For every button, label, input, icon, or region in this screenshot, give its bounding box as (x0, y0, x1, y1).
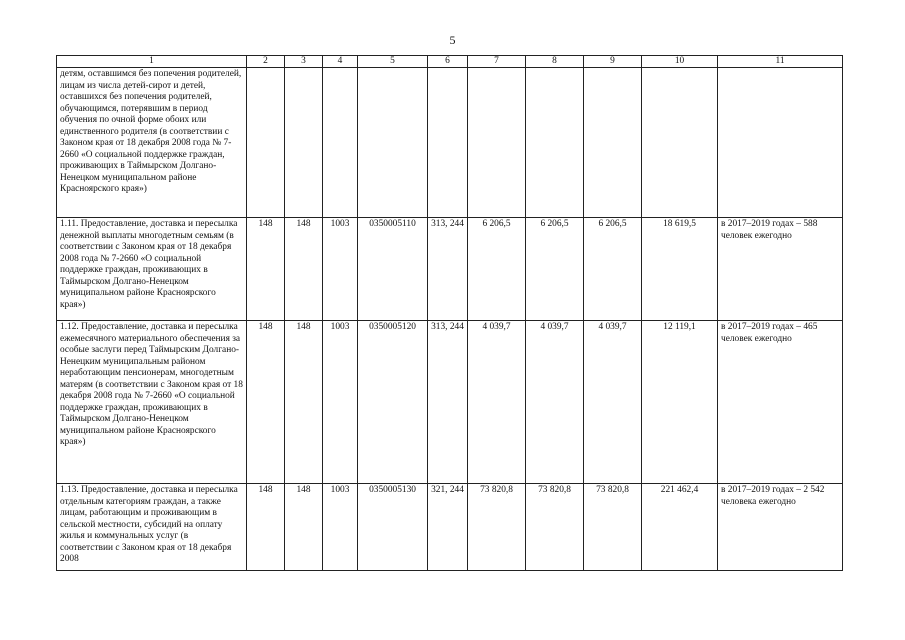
cell-c5: 0350005110 (358, 218, 428, 321)
cell-c6: 321, 244 (428, 484, 468, 571)
table-row (57, 218, 843, 321)
cell-c5: 0350005120 (358, 321, 428, 484)
cell-c4 (323, 68, 358, 218)
cell-c8: 6 206,5 (526, 218, 584, 321)
cell-c3: 148 (285, 484, 323, 571)
cell-c7: 6 206,5 (468, 218, 526, 321)
cell-c11: в 2017–2019 годах – 588 человек ежегодно (718, 218, 843, 321)
cell-c2: 148 (247, 321, 285, 484)
cell-c4: 1003 (323, 321, 358, 484)
cell-c5: 0350005130 (358, 484, 428, 571)
cell-c3 (285, 68, 323, 218)
cell-c2 (247, 68, 285, 218)
cell-c5 (358, 68, 428, 218)
cell-c4: 1003 (323, 218, 358, 321)
column-header: 10 (642, 56, 718, 68)
budget-table (56, 55, 843, 571)
cell-c10: 221 462,4 (642, 484, 718, 571)
column-header: 8 (526, 56, 584, 68)
cell-c10: 12 119,1 (642, 321, 718, 484)
column-header: 9 (584, 56, 642, 68)
row-name: 1.12. Предоставление, доставка и пересылка ежемесячного материального обеспечения за особые заслуги перед Таймырским Долгано-Ненецким муниципальным районом неработающим пенсионерам, многодетным матерям (в соответствии с Законом края от 18 декабря 2008 года № 7-2660 «О социальной поддержке граждан, проживающих в Таймырском Долгано-Ненецком муниципальном районе Красноярского края») (57, 321, 247, 484)
cell-c7 (468, 68, 526, 218)
table-row (57, 321, 843, 484)
cell-c9: 4 039,7 (584, 321, 642, 484)
column-header: 4 (323, 56, 358, 68)
column-header: 7 (468, 56, 526, 68)
cell-c8: 73 820,8 (526, 484, 584, 571)
column-header: 2 (247, 56, 285, 68)
table-row (57, 68, 843, 218)
cell-c3: 148 (285, 321, 323, 484)
cell-c2: 148 (247, 218, 285, 321)
row-name: 1.11. Предоставление, доставка и пересылка денежной выплаты многодетным семьям (в соответствии с Законом края от 18 декабря 2008 года № 7-2660 «О социальной поддержке граждан, проживающих в Таймырском Долгано-Ненецком муниципальном районе Красноярского края») (57, 218, 247, 321)
page-number: 5 (449, 33, 456, 47)
header-row (57, 56, 843, 68)
cell-c8 (526, 68, 584, 218)
cell-c9: 6 206,5 (584, 218, 642, 321)
column-header: 3 (285, 56, 323, 68)
cell-c8: 4 039,7 (526, 321, 584, 484)
cell-c6: 313, 244 (428, 321, 468, 484)
cell-c11: в 2017–2019 годах – 2 542 человека ежегодно (718, 484, 843, 571)
cell-c10 (642, 68, 718, 218)
column-header: 6 (428, 56, 468, 68)
cell-c10: 18 619,5 (642, 218, 718, 321)
cell-c11 (718, 68, 843, 218)
cell-c9 (584, 68, 642, 218)
column-header: 1 (57, 56, 247, 68)
column-header: 11 (718, 56, 843, 68)
cell-c3: 148 (285, 218, 323, 321)
cell-c9: 73 820,8 (584, 484, 642, 571)
row-name: 1.13. Предоставление, доставка и пересылка отдельным категориям граждан, а также лицам, работающим и проживающим в сельской местности, субсидий на оплату жилья и коммунальных услуг (в соответствии с Законом края от 18 декабря 2008 (57, 484, 247, 571)
table-row (57, 484, 843, 571)
cell-c7: 73 820,8 (468, 484, 526, 571)
row-name: детям, оставшимся без попечения родителей, лицам из числа детей-сирот и детей, оставшихся без попечения родителей, обучающимся, потерявшим в период обучения по очной форме обоих или единственного родителя (в соответствии с Законом края от 18 декабря 2008 года № 7-2660 «О социальной поддержке граждан, проживающих в Таймырском Долгано-Ненецком муниципальном районе Красноярского края») (57, 68, 247, 218)
cell-c6 (428, 68, 468, 218)
column-header: 5 (358, 56, 428, 68)
cell-c7: 4 039,7 (468, 321, 526, 484)
cell-c2: 148 (247, 484, 285, 571)
cell-c4: 1003 (323, 484, 358, 571)
cell-c11: в 2017–2019 годах – 465 человек ежегодно (718, 321, 843, 484)
cell-c6: 313, 244 (428, 218, 468, 321)
